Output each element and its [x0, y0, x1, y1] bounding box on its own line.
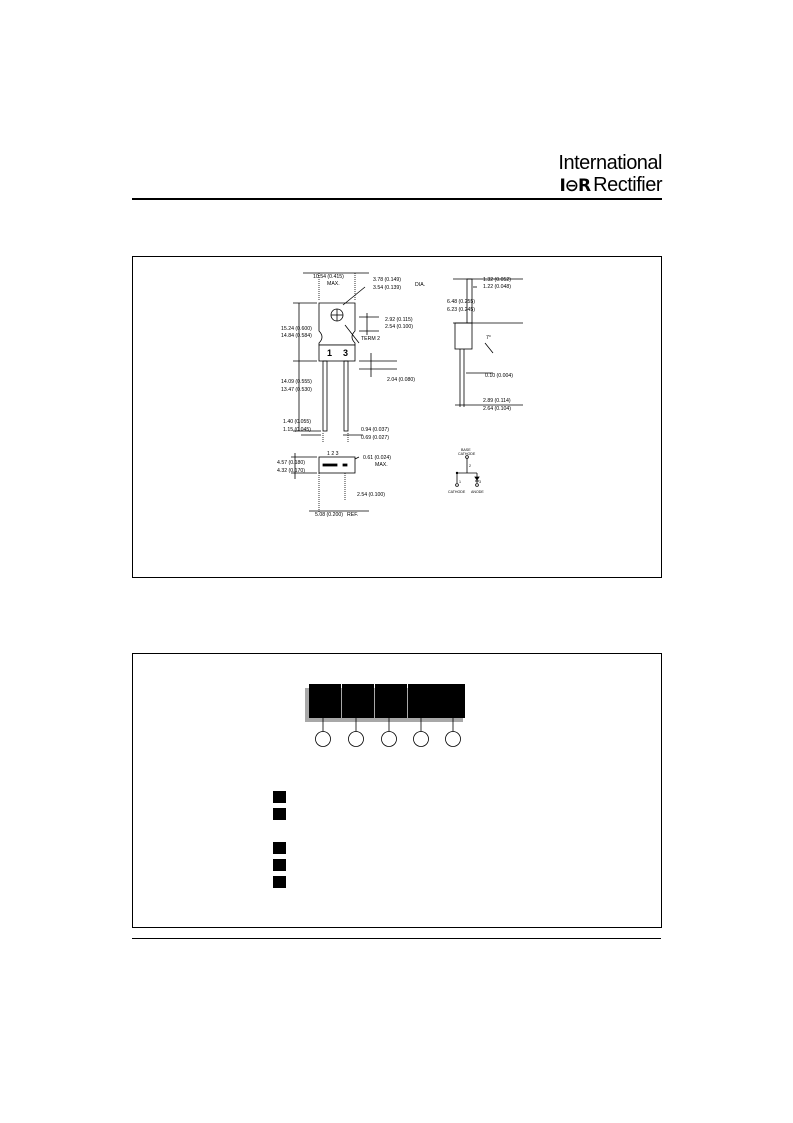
legend-square-5	[273, 876, 286, 888]
package-outline-box	[132, 256, 662, 578]
term-2-label: TERM 2	[361, 336, 381, 342]
dim-lead-w-1: 1.40 (0.055)	[283, 419, 311, 425]
dim-lead-w-2: 1.15 (0.045)	[283, 427, 311, 433]
dim-bot-ref: 5.08 (0.200)	[315, 512, 343, 518]
legend-square-1	[273, 791, 286, 803]
dim-step: 2.04 (0.080)	[387, 377, 415, 383]
dim-hole-dia-1: 3.78 (0.149)	[373, 277, 401, 283]
legend-square-2	[273, 808, 286, 820]
dim-side-h-2: 6.23 (0.245)	[447, 307, 475, 313]
dim-bot-max-1: 0.61 (0.024)	[363, 455, 391, 461]
schem-pin-3: 3	[479, 480, 481, 484]
schem-cathode-top: CATHODE	[458, 452, 476, 456]
dim-lead-t-2: 0.69 (0.027)	[361, 435, 389, 441]
marking-block-2	[342, 684, 374, 718]
company-logo	[558, 152, 662, 197]
schem-base: BASE	[461, 448, 471, 452]
schem-pin-2: 2	[469, 464, 471, 468]
logo-rectifier: Rectifier	[593, 174, 662, 196]
logo-international: International	[558, 152, 662, 174]
footer-rule	[132, 938, 661, 939]
dim-bot-t-2: 4.32 (0.170)	[277, 468, 305, 474]
dim-angle: 7°	[486, 335, 491, 341]
dim-side-lead: 0.10 (0.004)	[485, 373, 513, 379]
header-rule	[132, 198, 662, 200]
schem-anode: ANODE	[471, 490, 484, 494]
dim-hole-dia-2: 3.54 (0.139)	[373, 285, 401, 291]
dim-bot-ref-label: REF.	[347, 512, 359, 518]
legend-square-4	[273, 859, 286, 871]
marking-block-1	[309, 684, 341, 718]
dim-lead-len-2: 13.47 (0.530)	[281, 387, 312, 393]
dim-height-1: 15.24 (0.600)	[281, 326, 312, 332]
dim-lead-t-1: 0.94 (0.037)	[361, 427, 389, 433]
dim-side-top-2: 1.22 (0.048)	[483, 284, 511, 290]
dim-top-width: 10.54 (0.415)	[313, 274, 344, 280]
schem-pin-1: 1	[459, 480, 461, 484]
callout-circle-1	[316, 732, 331, 747]
dim-bot-pitch: 2.54 (0.100)	[357, 492, 385, 498]
dim-height-2: 14.84 (0.584)	[281, 333, 312, 339]
part-marking-drawing	[133, 654, 661, 927]
dim-bot-t-1: 4.57 (0.180)	[277, 460, 305, 466]
pin-3-label: 3	[343, 348, 349, 358]
dim-side-top-1: 1.32 (0.052)	[483, 277, 511, 283]
dim-hole-dia-label: DIA.	[415, 282, 426, 288]
dim-side-bot-1: 2.89 (0.114)	[483, 398, 511, 404]
schem-cathode: CATHODE	[448, 490, 466, 494]
package-outline-drawing	[133, 257, 661, 577]
callout-circle-3	[382, 732, 397, 747]
dim-top-width-max: MAX.	[327, 281, 340, 287]
marking-block-3	[375, 684, 407, 718]
dim-side-bot-2: 2.64 (0.104)	[483, 406, 511, 412]
dim-lead-len-1: 14.09 (0.555)	[281, 379, 312, 385]
dim-side-h-1: 6.48 (0.255)	[447, 299, 475, 305]
dim-bot-max-label: MAX.	[375, 462, 388, 468]
callout-circle-4	[414, 732, 429, 747]
marking-block-5	[439, 684, 465, 718]
ior-logo-mark: I⊖R	[559, 176, 591, 196]
marking-block-4	[408, 684, 440, 718]
dim-hole-pos-2: 2.54 (0.100)	[385, 324, 413, 330]
logo-rectifier-line	[558, 174, 662, 197]
part-marking-box	[132, 653, 662, 928]
bottom-pin-numbers: 1 2 3	[327, 451, 339, 457]
legend-square-3	[273, 842, 286, 854]
dim-hole-pos-1: 2.92 (0.115)	[385, 317, 413, 323]
callout-circle-5	[446, 732, 461, 747]
callout-circle-2	[349, 732, 364, 747]
pin-1-label: 1	[327, 348, 333, 358]
